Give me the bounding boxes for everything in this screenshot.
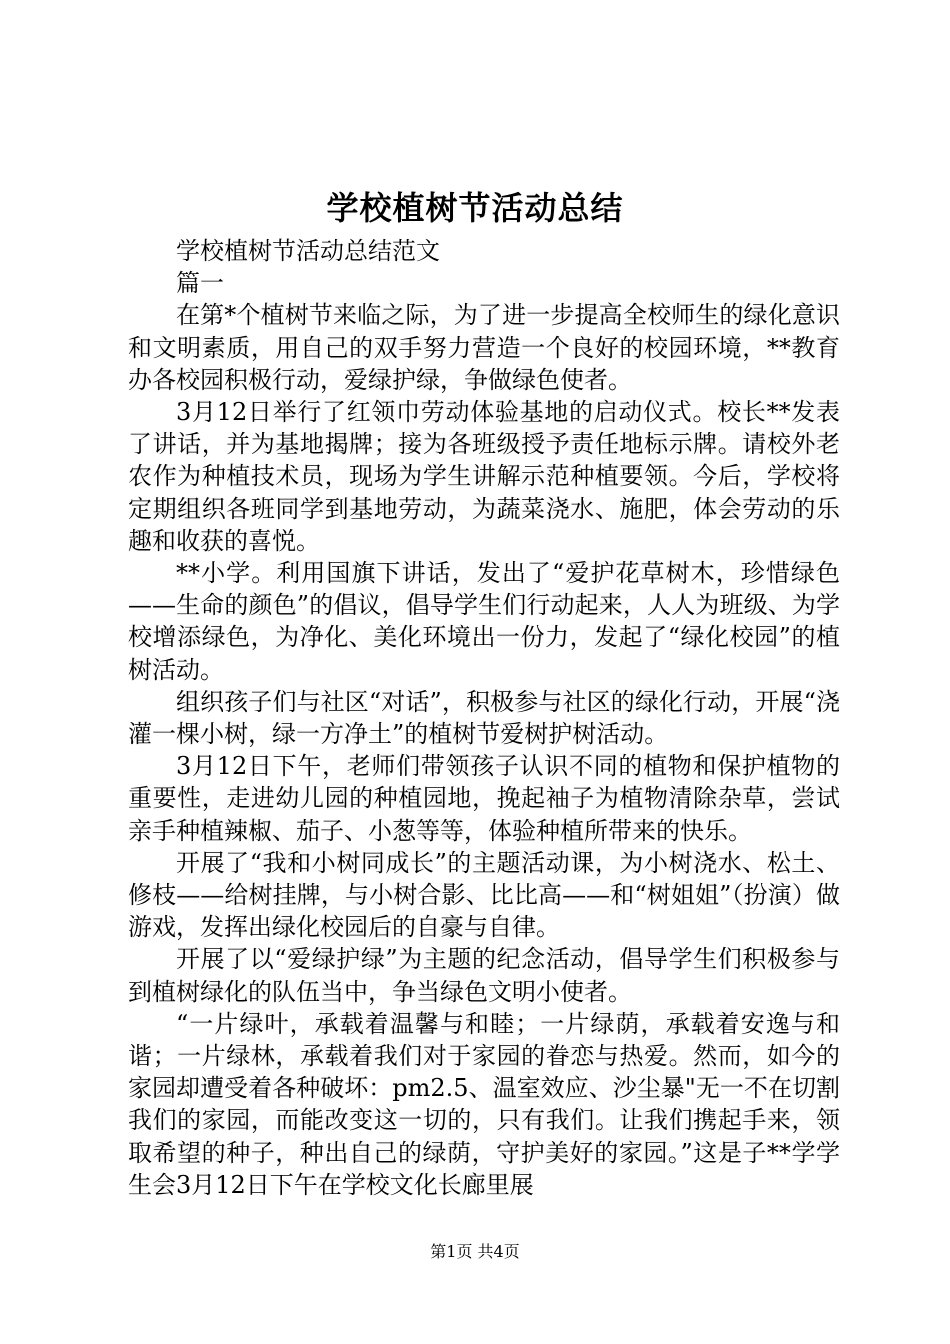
paragraph: “一片绿叶，承载着温馨与和睦；一片绿荫，承载着安逸与和谐；一片绿林，承载着我们对于家园的眷恋与热爱。然而，如今的家园却遭受着各种破坏：pm2.5、温室效应、沙尘暴"无一不在切割我们的家园，而能改变这一切的，只有我们。让我们携起手来，领取希望的种子，种出自己的绿荫，守护美好的家园。”这是子**学学生会3月12日下午在学校文化长廊里展 (128, 1009, 840, 1199)
paragraph: 3月12日举行了红领巾劳动体验基地的启动仪式。校长**发表了讲话，并为基地揭牌；接为各班级授予责任地标示牌。请校外老农作为种植技术员，现场为学生讲解示范种植要领。今后，学校将定期组织各班同学到基地劳动，为蔬菜浇水、施肥，体会劳动的乐趣和收获的喜悦。 (128, 398, 840, 555)
paragraph: 开展了以“爱绿护绿”为主题的纪念活动，倡导学生们积极参与到植树绿化的队伍当中，争当绿色文明小使者。 (128, 945, 840, 1006)
paragraph-section-label: 篇一 (176, 269, 224, 298)
document-title: 学校植树节活动总结 (326, 189, 624, 227)
paragraph: 开展了“我和小树同成长”的主题活动课，为小树浇水、松土、修枝——给树挂牌，与小树合影、比比高——和“树姐姐”（扮演）做游戏，发挥出绿化校园后的自豪与自律。 (128, 848, 840, 942)
paragraph: 在第*个植树节来临之际，为了进一步提高全校师生的绿化意识和文明素质，用自己的双手努力营造一个良好的校园环境，**教育办各校园积极行动，爱绿护绿，争做绿色使者。 (128, 301, 840, 394)
page-footer: 第1页 共4页 (430, 1242, 520, 1261)
document-body (128, 235, 840, 1201)
paragraph-subtitle: 学校植树节活动总结范文 (176, 237, 440, 265)
paragraph: 3月12日下午，老师们带领孩子认识不同的植物和保护植物的重要性，走进幼儿园的种植园地，挽起袖子为植物清除杂草，尝试亲手种植辣椒、茄子、小葱等等，体验种植所带来的快乐。 (128, 752, 840, 845)
paragraph: **小学。利用国旗下讲话，发出了“爱护花草树木，珍惜绿色——生命的颜色”的倡议，倡导学生们行动起来，人人为班级、为学校增添绿色，为净化、美化环境出一份力，发起了“绿化校园”的植树活动。 (128, 559, 840, 684)
paragraph: 组织孩子们与社区“对话”，积极参与社区的绿化行动，开展“浇灌一棵小树，绿一方净土”的植树节爱树护树活动。 (128, 687, 840, 749)
